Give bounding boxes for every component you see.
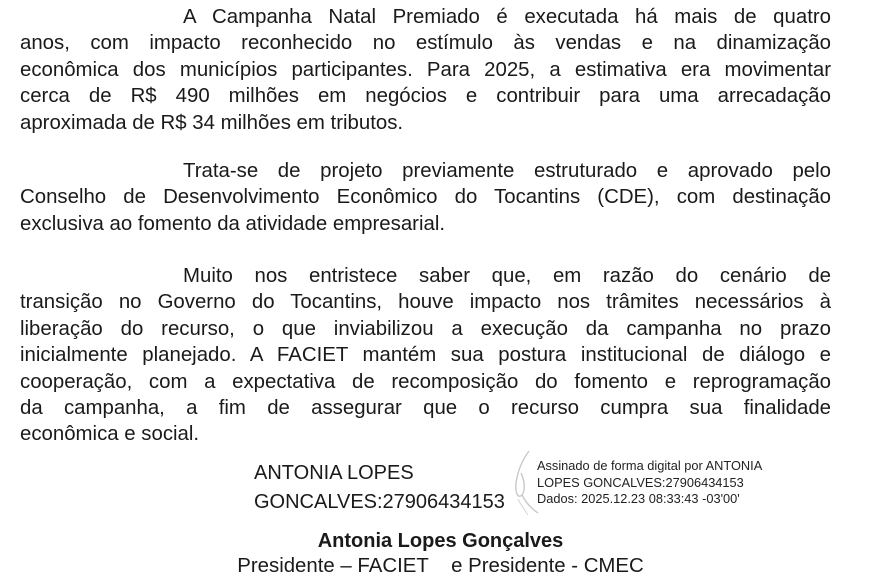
signature-signer-name-line-1: ANTONIA LOPES <box>254 462 414 484</box>
signer-role: Presidente – FACIET e Presidente - CMEC <box>237 555 644 577</box>
paragraph-line: da campanha, a fim de assegurar que o recurso cumpra sua finalidade <box>20 397 831 420</box>
paragraph-campaign-impact <box>20 4 831 136</box>
paragraph-line: Conselho de Desenvolvimento Econômico do Tocantins (CDE), com destinação <box>20 186 831 209</box>
paragraph-line: liberação do recurso, o que inviabilizou a execução da campanha no prazo <box>20 317 831 340</box>
paragraph-line: Trata-se de projeto previamente estruturado e aprovado pelo <box>183 160 831 182</box>
paragraph-project-approval <box>20 158 831 237</box>
paragraph-line: anos, com impacto reconhecido no estímulo às vendas e na dinamização <box>20 32 831 55</box>
paragraph-line: A Campanha Natal Premiado é executada há mais de quatro <box>183 6 831 28</box>
paragraph-line: exclusiva ao fomento da atividade empresarial. <box>20 212 446 235</box>
paragraph-line: transição no Governo do Tocantins, houve impacto nos trâmites necessários à <box>20 291 831 314</box>
signature-details-line-3: Dados: 2025.12.23 08:33:43 -03'00' <box>537 491 740 507</box>
signature-details-line-1: Assinado de forma digital por ANTONIA <box>537 458 763 473</box>
signature-signer-name-line-2: GONCALVES:27906434153 <box>254 491 505 513</box>
signature-details-line-2: LOPES GONCALVES:27906434153 <box>537 474 744 490</box>
paragraph-line: cerca de R$ 490 milhões em negócios e contribuir para uma arrecadação <box>20 85 831 108</box>
signature-details <box>537 458 762 508</box>
paragraph-line: Muito nos entristece saber que, em razão do cenário de <box>183 265 831 287</box>
signer-name: Antonia Lopes Gonçalves <box>317 530 564 552</box>
paragraph-line: econômica dos municípios participantes. Para 2025, a estimativa era movimentar <box>20 58 831 81</box>
digital-signature-stamp[interactable] <box>254 459 814 519</box>
paragraph-line: aproximada de R$ 34 milhões em tributos. <box>20 111 404 134</box>
paragraph-transition-impact <box>20 263 831 448</box>
paragraph-line: econômica e social. <box>20 423 200 446</box>
paragraph-line: cooperação, com a expectativa de recomposição do fomento e reprogramação <box>20 370 831 393</box>
paragraph-line: inicialmente planejado. A FACIET mantém sua postura institucional de diálogo e <box>20 344 831 367</box>
